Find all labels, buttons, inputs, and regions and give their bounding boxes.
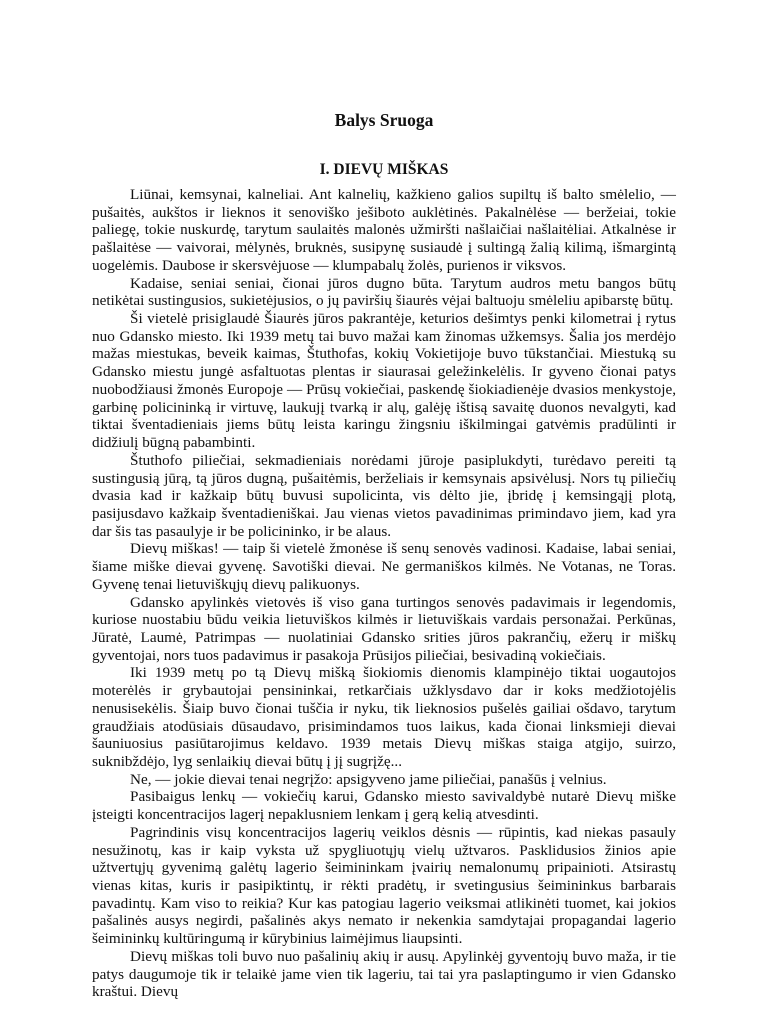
paragraph: Pagrindinis visų koncentracijos lagerių veiklos dėsnis — rūpintis, kad niekas pasauly nesužinotų, kas ir kaip vyksta už spygliuotųjų vielų užtvaros. Pasklidusios žinios apie užtvertųjų gyvenimą galėtų lagerio šeimininkam įvairių nemalonumų pripainioti. Atsirastų vienas kitas, kuris ir pasipiktintų, ir rėkti pradėtų, ir svetingusius šeimininkus barbarais pavadintų. Kam viso to reikia? Kur kas patogiau lagerio veiksmai atlikinėti tuomet, kai jokios pašalinės ausys negirdi, pašalinės akys nemato ir nekenkia samdytajai propagandai lagerio šeimininkų kultūringumą ir kūrybinius laimėjimus liaupsinti. (92, 823, 676, 948)
paragraph: Iki 1939 metų po tą Dievų mišką šiokiomis dienomis klampinėjo tiktai uogautojos moterėlės ir grybautojai pensininkai, retkarčiais užklysdavo dar ir koks medžiotojėlis nenusisekėlis. Šiaip buvo čionai tuščia ir nyku, tik lieknosios pušelės gailiai ošdavo, tarytum graudžiais atodūsiais dūsaudavo, prisimindamos tuos laikus, kada čionai linksmieji dievai šauniuosius pasiūtarojimus keldavo. 1939 metais Dievų miškas staiga atgijo, suirzo, suknibždėjo, lyg senlaikių dievai būtų į jį sugrįžę... (92, 664, 676, 770)
paragraph: Ši vietelė prisiglaudė Šiaurės jūros pakrantėje, keturios dešimtys penki kilometrai į rytus nuo Gdansko miesto. Iki 1939 metų tai buvo mažai kam žinomas užkemsys. Šalia jos merdėjo mažas miestukas, beveik kaimas, Štuthofas, kokių Vokietijoje buvo tūkstančiai. Miestuką su Gdansko miestu jungė asfaltuotas plentas ir siaurasai geležinkelėlis. Ir gyveno čionai patys nuobodžiausi žmonės Europoje — Prūsų vokiečiai, paskendę šiokiadienėje dvasios menkystoje, garbinę policininką ir virtuvę, laukujį tvarką ir alų, galėję ištisą savaitę duonos nevalgyti, kad tiktai šventadieniais jiems būtų leista karingu žingsniu iškilmingai gatvėmis pradūlinti ir didžiulį būgną pabambinti. (92, 310, 676, 452)
chapter-body (92, 186, 676, 1001)
author-name: Balys Sruoga (334, 110, 434, 130)
paragraph: Dievų miškas toli buvo nuo pašalinių akių ir ausų. Apylinkėj gyventojų buvo maža, ir tie patys daugumoje tik ir telaikė jame vien tik lageriu, tai tai yra paslaptingumo ir vien Gdansko kraštui. Dievų (92, 947, 676, 1001)
paragraph: Liūnai, kemsynai, kalneliai. Ant kalnelių, kažkieno galios supiltų iš balto smėlelio, — pušaitės, aukštos ir lieknos it senoviško ješiboto auklėtinės. Pakalnėlėse — beržeiai, tokie paliegę, tokie nuskurdę, tarytum saulaitės malonės užmiršti našlaičiai našlaitėliai. Atkalnėse ir pašlaitėse — vaivorai, mėlynės, bruknės, susipynę susiaudė į sultingą žalią kilimą, išmargintą uogelėmis. Daubose ir skersvėjuose — klumpabalų žolės, purienos ir viksvos. (92, 186, 676, 274)
paragraph: Ne, — jokie dievai tenai negrįžo: apsigyveno jame piliečiai, panašūs į velnius. (130, 770, 607, 788)
chapter-title: I. DIEVŲ MIŠKAS (319, 161, 449, 178)
paragraph: Kadaise, seniai seniai, čionai jūros dugno būta. Tarytum audros metu bangos būtų netikėtai sustingusios, sukietėjusios, o jų paviršių šiaurės vėjai baltuoju smėleliu apibarstę būtų. (92, 274, 676, 310)
paragraph: Štuthofo piliečiai, sekmadieniais norėdami jūroje pasiplukdyti, turėdavo pereiti tą sustingusią jūrą, tą jūros dugną, pušaitėmis, berželiais ir kemsynais apsivėlusį. Nors tų piliečių dvasia kad ir kažkaip būtų buvusi supolicinta, vis dėlto jie, įbridę į kemsingąjį plotą, pasijusdavo kažkaip šventadieniškai. Jau vienas vietos pavadinimas primindavo jiem, kad yra dar šis tas pasaulyje ir be policininko, ir be alaus. (92, 451, 676, 540)
paragraph: Dievų miškas! — taip ši vietelė žmonėse iš senų senovės vadinosi. Kadaise, labai seniai, šiame miške dievai gyvenę. Savotiški dievai. Ne germaniškos kilmės. Ne Votanas, ne Toras. Gyvenę tenai lietuviškųjų dievų palikuonys. (92, 540, 676, 593)
paragraph: Pasibaigus lenkų — vokiečių karui, Gdansko miesto savivaldybė nutarė Dievų miške įsteigti koncentracijos lagerį nepaklusniem lenkam į gerą kelią atvesdinti. (92, 788, 676, 824)
paragraph: Gdansko apylinkės vietovės iš viso gana turtingos senovės padavimais ir legendomis, kuriose nuostabiu būdu veikia lietuviškos kilmės ir lietuviškais vardais personažai. Perkūnas, Jūratė, Laumė, Patrimpas — nuolatiniai Gdansko srities jūros pakrančių, ežerų ir miškų gyventojai, nors tuos padavimus ir pasakoja Prūsijos piliečiai, besivadiną vokiečiais. (92, 593, 676, 664)
